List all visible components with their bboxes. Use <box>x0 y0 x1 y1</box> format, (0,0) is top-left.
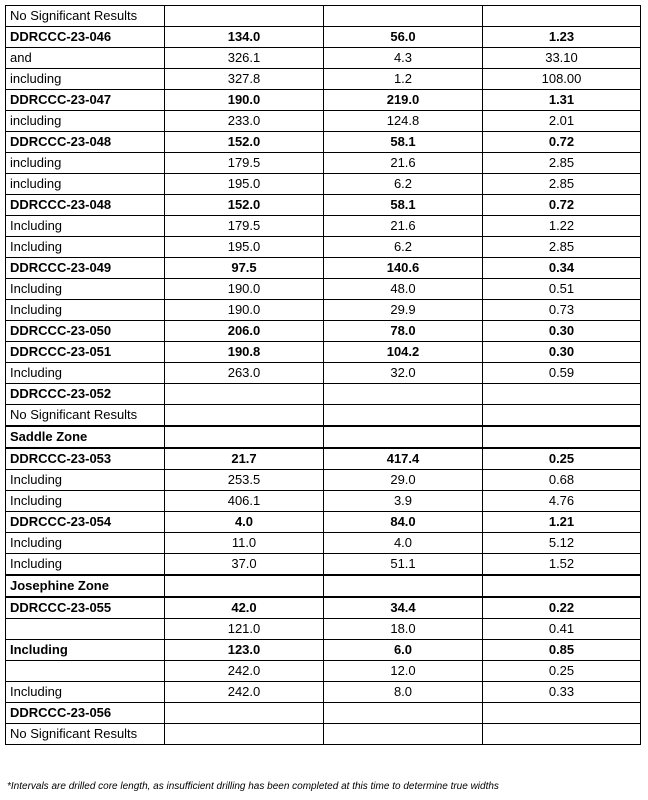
table-row <box>6 724 641 745</box>
value-cell: 21.6 <box>324 216 483 237</box>
value-cell: 33.10 <box>483 48 641 69</box>
zone-header-row <box>6 575 641 597</box>
value-cell <box>165 703 324 724</box>
value-cell: 0.22 <box>483 597 641 619</box>
drill-results-table <box>5 5 641 745</box>
value-cell: 0.33 <box>483 682 641 703</box>
table-row <box>6 321 641 342</box>
hole-id-cell: DDRCCC-23-054 <box>6 512 165 533</box>
value-cell: 104.2 <box>324 342 483 363</box>
value-cell: 11.0 <box>165 533 324 554</box>
hole-id-cell: Including <box>6 470 165 491</box>
hole-id-cell <box>6 619 165 640</box>
value-cell: 21.6 <box>324 153 483 174</box>
value-cell: 0.85 <box>483 640 641 661</box>
value-cell: 4.3 <box>324 48 483 69</box>
value-cell: 8.0 <box>324 682 483 703</box>
hole-id-cell: DDRCCC-23-048 <box>6 195 165 216</box>
value-cell: 327.8 <box>165 69 324 90</box>
value-cell: 124.8 <box>324 111 483 132</box>
value-cell: 406.1 <box>165 491 324 512</box>
hole-id-cell: DDRCCC-23-046 <box>6 27 165 48</box>
value-cell: 1.52 <box>483 554 641 576</box>
table-row <box>6 342 641 363</box>
table-row <box>6 216 641 237</box>
value-cell <box>324 724 483 745</box>
table-row <box>6 195 641 216</box>
table-row <box>6 300 641 321</box>
table-row <box>6 111 641 132</box>
hole-id-cell: including <box>6 153 165 174</box>
value-cell: 5.12 <box>483 533 641 554</box>
value-cell: 326.1 <box>165 48 324 69</box>
value-cell: 6.2 <box>324 174 483 195</box>
value-cell: 263.0 <box>165 363 324 384</box>
value-cell: 242.0 <box>165 661 324 682</box>
value-cell: 1.23 <box>483 27 641 48</box>
hole-id-cell: and <box>6 48 165 69</box>
table-row <box>6 69 641 90</box>
value-cell <box>324 405 483 427</box>
value-cell: 32.0 <box>324 363 483 384</box>
value-cell: 97.5 <box>165 258 324 279</box>
value-cell <box>483 384 641 405</box>
hole-id-cell: DDRCCC-23-056 <box>6 703 165 724</box>
value-cell: 0.72 <box>483 132 641 153</box>
value-cell: 121.0 <box>165 619 324 640</box>
footnote: *Intervals are drilled core length, as insufficient drilling has been completed at this time to determine true widths <box>7 781 499 792</box>
hole-id-cell <box>6 661 165 682</box>
table-row <box>6 384 641 405</box>
value-cell: 48.0 <box>324 279 483 300</box>
value-cell: 206.0 <box>165 321 324 342</box>
value-cell: 2.85 <box>483 237 641 258</box>
table-row <box>6 27 641 48</box>
hole-id-cell: DDRCCC-23-051 <box>6 342 165 363</box>
value-cell: 0.30 <box>483 321 641 342</box>
value-cell <box>324 426 483 448</box>
hole-id-cell: No Significant Results <box>6 6 165 27</box>
value-cell <box>324 6 483 27</box>
value-cell: 6.2 <box>324 237 483 258</box>
value-cell <box>324 703 483 724</box>
table-row <box>6 174 641 195</box>
hole-id-cell: DDRCCC-23-047 <box>6 90 165 111</box>
value-cell: 190.8 <box>165 342 324 363</box>
value-cell: 195.0 <box>165 237 324 258</box>
value-cell: 179.5 <box>165 153 324 174</box>
value-cell: 253.5 <box>165 470 324 491</box>
value-cell: 152.0 <box>165 195 324 216</box>
hole-id-cell: No Significant Results <box>6 724 165 745</box>
hole-id-cell: Including <box>6 237 165 258</box>
value-cell: 21.7 <box>165 448 324 470</box>
zone-header-row <box>6 426 641 448</box>
hole-id-cell: Including <box>6 216 165 237</box>
value-cell <box>165 575 324 597</box>
table-row <box>6 512 641 533</box>
value-cell: 29.9 <box>324 300 483 321</box>
hole-id-cell: including <box>6 69 165 90</box>
table-row <box>6 703 641 724</box>
value-cell: 0.25 <box>483 448 641 470</box>
hole-id-cell: Including <box>6 363 165 384</box>
value-cell <box>483 405 641 427</box>
value-cell: 219.0 <box>324 90 483 111</box>
value-cell: 0.73 <box>483 300 641 321</box>
value-cell: 179.5 <box>165 216 324 237</box>
value-cell: 0.30 <box>483 342 641 363</box>
value-cell: 1.31 <box>483 90 641 111</box>
value-cell: 0.41 <box>483 619 641 640</box>
table-row <box>6 448 641 470</box>
value-cell: 18.0 <box>324 619 483 640</box>
hole-id-cell: No Significant Results <box>6 405 165 427</box>
value-cell: 2.01 <box>483 111 641 132</box>
value-cell <box>165 724 324 745</box>
hole-id-cell: Including <box>6 279 165 300</box>
table-row <box>6 619 641 640</box>
value-cell: 3.9 <box>324 491 483 512</box>
value-cell: 1.21 <box>483 512 641 533</box>
value-cell: 2.85 <box>483 174 641 195</box>
hole-id-cell: DDRCCC-23-048 <box>6 132 165 153</box>
table-row <box>6 132 641 153</box>
table-row <box>6 48 641 69</box>
value-cell: 0.68 <box>483 470 641 491</box>
value-cell: 56.0 <box>324 27 483 48</box>
value-cell: 78.0 <box>324 321 483 342</box>
table-row <box>6 363 641 384</box>
table-row <box>6 237 641 258</box>
table-row <box>6 153 641 174</box>
value-cell: 233.0 <box>165 111 324 132</box>
hole-id-cell: DDRCCC-23-049 <box>6 258 165 279</box>
hole-id-cell: including <box>6 111 165 132</box>
value-cell: 195.0 <box>165 174 324 195</box>
hole-id-cell: Including <box>6 491 165 512</box>
value-cell: 4.0 <box>165 512 324 533</box>
table-row <box>6 597 641 619</box>
value-cell: 51.1 <box>324 554 483 576</box>
hole-id-cell: including <box>6 174 165 195</box>
table-row <box>6 470 641 491</box>
hole-id-cell: Including <box>6 533 165 554</box>
value-cell: 108.00 <box>483 69 641 90</box>
value-cell: 2.85 <box>483 153 641 174</box>
value-cell <box>483 6 641 27</box>
value-cell: 37.0 <box>165 554 324 576</box>
value-cell <box>165 426 324 448</box>
table-row <box>6 533 641 554</box>
value-cell: 1.22 <box>483 216 641 237</box>
value-cell: 12.0 <box>324 661 483 682</box>
value-cell: 140.6 <box>324 258 483 279</box>
value-cell: 0.25 <box>483 661 641 682</box>
value-cell: 34.4 <box>324 597 483 619</box>
hole-id-cell: Including <box>6 682 165 703</box>
value-cell: 242.0 <box>165 682 324 703</box>
value-cell: 417.4 <box>324 448 483 470</box>
value-cell <box>165 6 324 27</box>
value-cell: 123.0 <box>165 640 324 661</box>
hole-id-cell: Saddle Zone <box>6 426 165 448</box>
value-cell: 0.51 <box>483 279 641 300</box>
value-cell <box>483 575 641 597</box>
value-cell: 42.0 <box>165 597 324 619</box>
hole-id-cell: Including <box>6 640 165 661</box>
value-cell: 58.1 <box>324 132 483 153</box>
value-cell: 190.0 <box>165 279 324 300</box>
table-row <box>6 258 641 279</box>
value-cell <box>324 384 483 405</box>
hole-id-cell: DDRCCC-23-052 <box>6 384 165 405</box>
value-cell: 4.76 <box>483 491 641 512</box>
value-cell <box>324 575 483 597</box>
value-cell: 0.59 <box>483 363 641 384</box>
value-cell <box>483 426 641 448</box>
table-row <box>6 405 641 427</box>
hole-id-cell: DDRCCC-23-055 <box>6 597 165 619</box>
value-cell: 190.0 <box>165 300 324 321</box>
table-row <box>6 640 641 661</box>
value-cell: 84.0 <box>324 512 483 533</box>
value-cell: 0.72 <box>483 195 641 216</box>
value-cell: 190.0 <box>165 90 324 111</box>
table-row <box>6 554 641 576</box>
value-cell <box>483 703 641 724</box>
hole-id-cell: DDRCCC-23-053 <box>6 448 165 470</box>
value-cell: 1.2 <box>324 69 483 90</box>
table-row <box>6 6 641 27</box>
table-row <box>6 279 641 300</box>
value-cell: 0.34 <box>483 258 641 279</box>
table-row <box>6 90 641 111</box>
drill-results-body <box>6 6 641 745</box>
value-cell: 6.0 <box>324 640 483 661</box>
value-cell: 134.0 <box>165 27 324 48</box>
table-row <box>6 661 641 682</box>
table-row <box>6 682 641 703</box>
hole-id-cell: Including <box>6 554 165 576</box>
value-cell: 152.0 <box>165 132 324 153</box>
value-cell: 58.1 <box>324 195 483 216</box>
value-cell: 29.0 <box>324 470 483 491</box>
value-cell <box>165 384 324 405</box>
hole-id-cell: Josephine Zone <box>6 575 165 597</box>
value-cell <box>483 724 641 745</box>
table-row <box>6 491 641 512</box>
value-cell <box>165 405 324 427</box>
hole-id-cell: Including <box>6 300 165 321</box>
value-cell: 4.0 <box>324 533 483 554</box>
hole-id-cell: DDRCCC-23-050 <box>6 321 165 342</box>
